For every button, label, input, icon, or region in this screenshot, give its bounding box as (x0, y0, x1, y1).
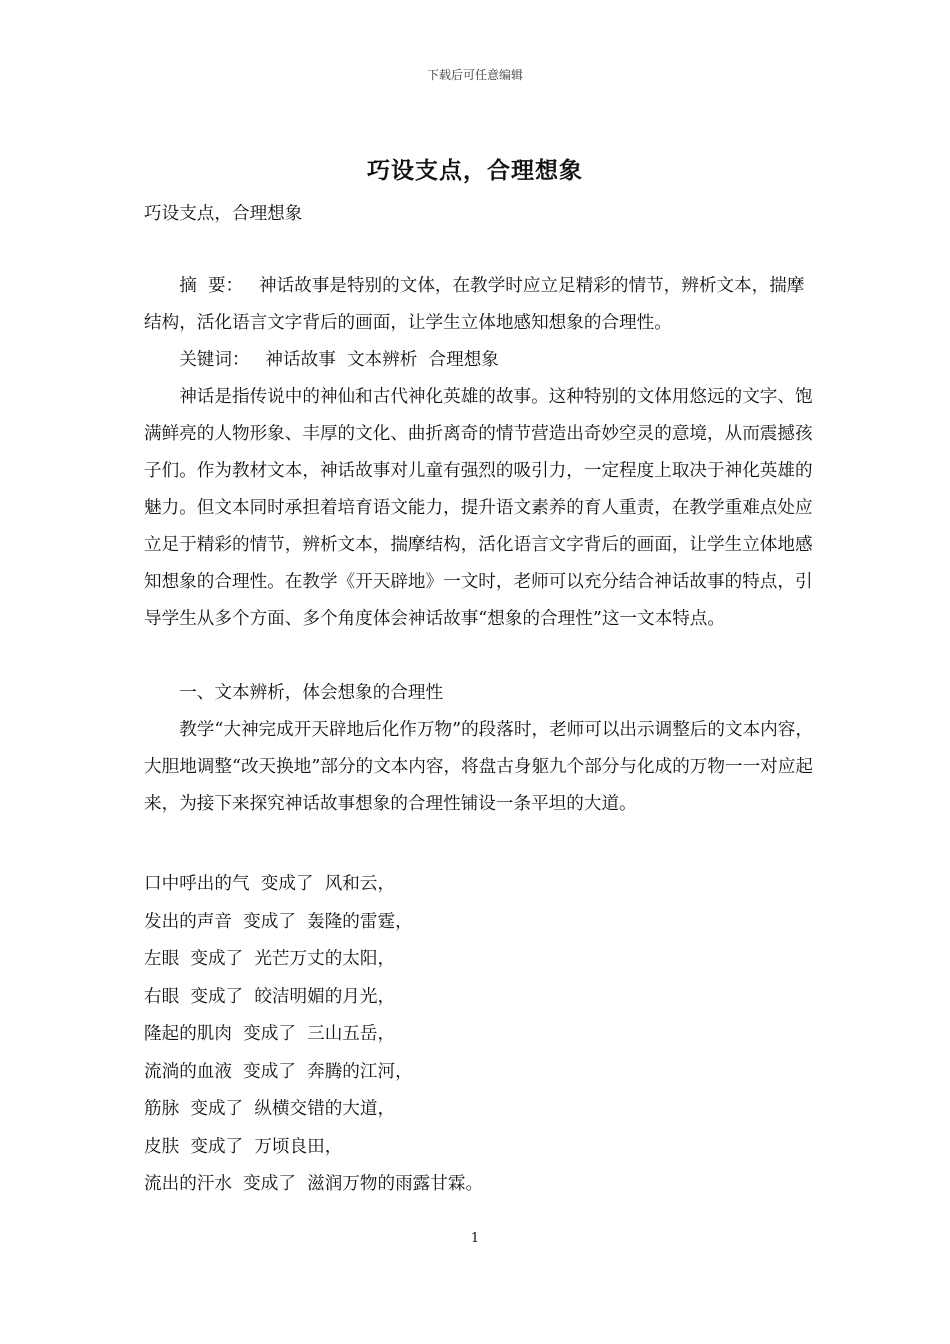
abstract (144, 268, 814, 342)
transformation-line: 流淌的血液 变成了 奔腾的江河， (144, 1061, 413, 1082)
document-subtitle: 巧设支点，合理想象 (144, 204, 303, 224)
section-heading-1 (144, 675, 814, 712)
paragraph-text: 教学“大神完成开天辟地后化作万物”的段落时，老师可以出示调整后的文本内容，大胆地调整“改天换地”部分的文本内容，将盘古身躯九个部分与化成的万物一一对应起来，为接下来探究神话故事想象的合理性铺设一条平坦的大道。 (144, 720, 813, 814)
body-paragraph-2 (144, 712, 814, 823)
transformation-line: 流出的汗水 变成了 滋润万物的雨露甘霖。 (144, 1174, 484, 1194)
transformation-line: 发出的声音 变成了 轰隆的雷霆， (144, 911, 413, 932)
keywords (144, 342, 814, 379)
transformation-line: 皮肤 变成了 万顷良田， (144, 1136, 343, 1157)
abstract-text: 神话故事是特别的文体，在教学时应立足精彩的情节，辨析文本，揣摩结构，活化语言文字背后的画面，让学生立体地感知想象的合理性。 (144, 276, 805, 333)
keywords-label: 关键词： (179, 350, 250, 370)
transformation-line: 右眼 变成了 皎洁明媚的月光， (144, 986, 396, 1007)
document-title: 巧设支点，合理想象 (367, 157, 583, 184)
body-paragraph-1 (144, 379, 814, 638)
transformation-list (144, 866, 814, 1204)
transformation-line: 口中呼出的气 变成了 风和云， (144, 874, 396, 894)
section-heading-text: 一、文本辨析，体会想象的合理性 (179, 683, 444, 703)
header-note: 下载后可任意编辑 (426, 68, 523, 82)
transformation-line: 隆起的肌肉 变成了 三山五岳， (144, 1024, 396, 1044)
abstract-label: 摘 要： (179, 276, 244, 296)
paragraph-text: 神话是指传说中的神仙和古代神化英雄的故事。这种特别的文体用悠远的文字、饱满鲜亮的人物形象、丰厚的文化、曲折离奇的情节营造出奇妙空灵的意境，从而震撼孩子们。作为教材文本，神话故事对儿童有强烈的吸引力，一定程度上取决于神化英雄的魅力。但文本同时承担着培育语文能力，提升语文素养的育人重责，在教学重难点处应立足于精彩的情节，辨析文本，揣摩结构，活化语言文字背后的画面，让学生立体地感知想象的合理性。在教学《开天辟地》一文时，老师可以充分结合神话故事的特点，引导学生从多个方面、多个角度体会神话故事“想象的合理性”这一文本特点。 (144, 387, 813, 629)
transformation-line: 左眼 变成了 光芒万丈的太阳， (144, 949, 396, 969)
keywords-text: 神话故事 文本辨析 合理想象 (265, 350, 499, 370)
page-number: 1 (470, 1231, 480, 1246)
transformation-line: 筋脉 变成了 纵横交错的大道， (144, 1099, 396, 1119)
